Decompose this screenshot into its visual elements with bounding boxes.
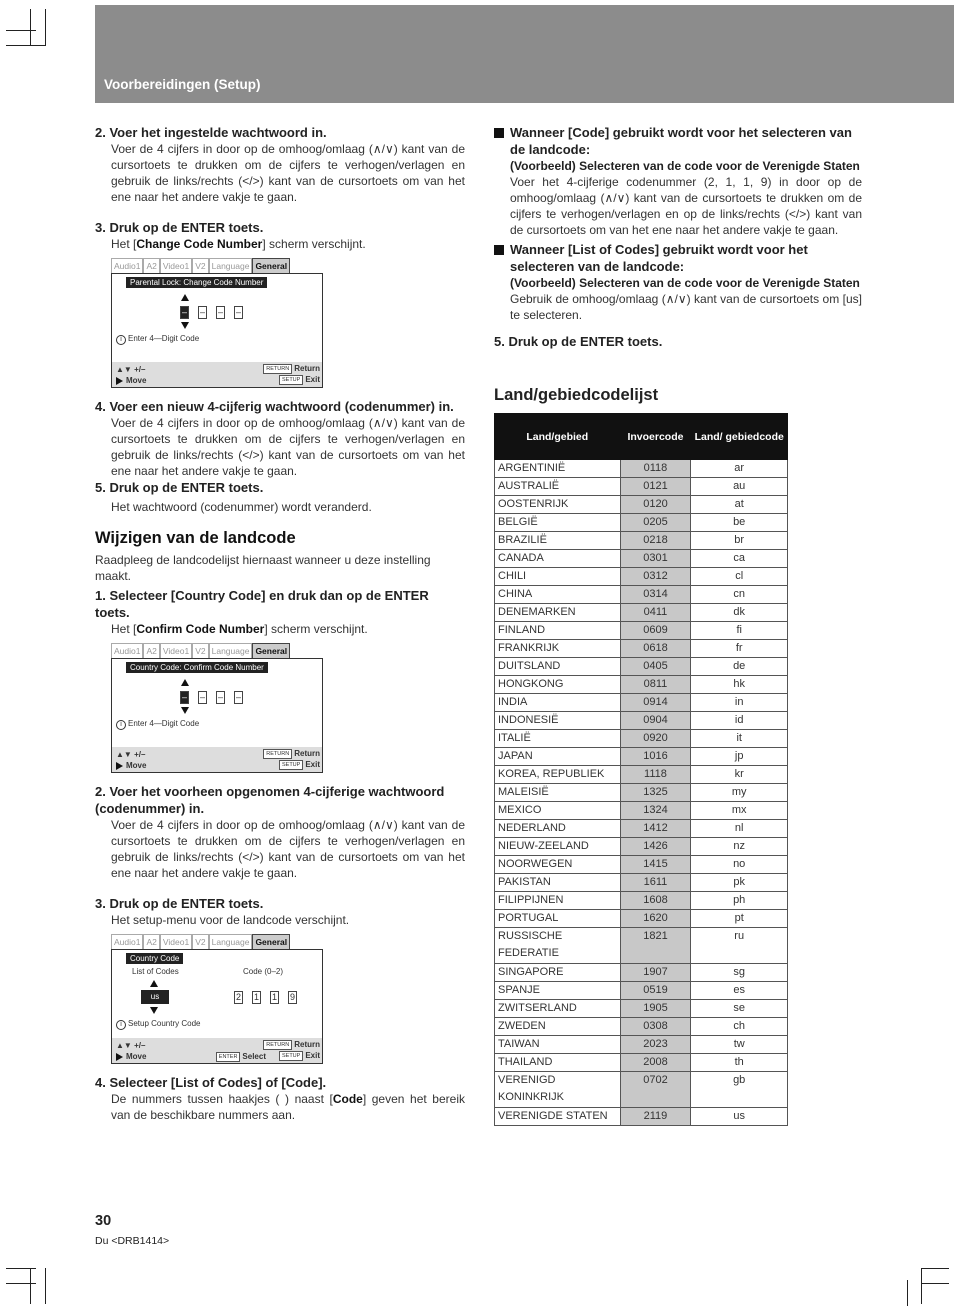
cell-country: INDIA [495,694,621,712]
cell-input-code: 0218 [620,532,691,550]
cell-country-code: ru [691,928,788,964]
cell-input-code: 0920 [620,730,691,748]
digit-box: – [235,307,241,317]
cell-input-code: 0618 [620,640,691,658]
code-digits [180,292,260,332]
table-body [495,460,788,1126]
tab-v2: V2 [192,643,208,658]
cell-input-code: 0702 [620,1071,691,1107]
osd-frame [111,658,323,773]
cell-input-code: 1325 [620,784,691,802]
crop-mark [921,1268,949,1269]
step-body: De nummers tussen haakjes ( ) naast [Code] geven het bereik van de beschikbare nummers aan. [111,1092,465,1122]
table-row [495,1071,788,1107]
tab-video1: Video1 [160,258,192,273]
cell-country-code: hk [691,676,788,694]
table-row [495,514,788,532]
digit-box: – [235,692,241,702]
up-arrow-icon [150,980,158,987]
tab-v2: V2 [192,934,208,949]
table-row [495,802,788,820]
intro-text: Raadpleeg de landcodelijst hiernaast wanneer u deze instelling maakt. [95,553,431,583]
down-arrow-icon [150,1007,158,1014]
step-heading: 4. Voer een nieuw 4-cijferig wachtwoord (codenummer) in. [95,399,454,414]
table-row [495,910,788,928]
code-digits [180,677,260,717]
cell-input-code: 2023 [620,1035,691,1053]
cell-country-code: ph [691,892,788,910]
osd-frame [111,949,323,1064]
cell-country: FILIPPIJNEN [495,892,621,910]
cell-input-code: 0120 [620,496,691,514]
cell-input-code: 2119 [620,1107,691,1125]
cell-input-code: 0118 [620,460,691,478]
cell-input-code: 0519 [620,981,691,999]
cell-input-code: 1620 [620,910,691,928]
table-row [495,981,788,999]
cell-input-code: 1324 [620,802,691,820]
list-of-codes-label: List of Codes [132,967,179,976]
cell-country-code: nz [691,838,788,856]
cell-country: DUITSLAND [495,658,621,676]
tab-a2: A2 [143,643,159,658]
list-of-codes-value: us [141,990,169,1004]
cell-country: CANADA [495,550,621,568]
tab-v2: V2 [192,258,208,273]
cell-country: RUSSISCHE FEDERATIE [495,928,621,964]
cell-country-code: pt [691,910,788,928]
table-row [495,478,788,496]
step-body: Het wachtwoord (codenummer) wordt veranderd. [111,500,372,514]
step-body: Voer de 4 cijfers in door op de omhoog/omlaag (∧/∨) kant van de cursortoets te drukken om de cijfers te verhogen/verlagen en gebruik de links/rechts (</>) kant van de cursortoets om van het ene naar het andere vakje te gaan. [111,416,465,478]
table-row [495,963,788,981]
right-column [494,124,862,1126]
cell-country: FINLAND [495,622,621,640]
cell-country: SPANJE [495,981,621,999]
down-arrow-icon [181,707,189,714]
cell-country-code: jp [691,748,788,766]
step-heading: 4. Selecteer [List of Codes] of [Code]. [95,1075,327,1090]
osd-title: Parental Lock: Change Code Number [126,277,267,288]
step-heading: 3. Druk op de ENTER toets. [95,896,264,911]
digit-box: – [217,307,223,317]
cell-country-code: my [691,784,788,802]
column-header-input-code: Invoercode [620,414,691,460]
cell-input-code: 0121 [620,478,691,496]
section-heading: Land/gebiedcodelijst [494,386,659,404]
down-arrow-icon [181,322,189,329]
table-row [495,874,788,892]
cell-country: NEDERLAND [495,820,621,838]
country-code-table [494,413,788,1126]
cell-input-code: 0205 [620,514,691,532]
table-row [495,766,788,784]
table-row [495,748,788,766]
crop-mark [30,9,31,45]
cell-input-code: 1412 [620,820,691,838]
up-down-arrows-icon: ▲▼ [116,365,132,375]
osd-title: Country Code: Confirm Code Number [126,662,268,673]
step-body: Voer de 4 cijfers in door op de omhoog/omlaag (∧/∨) kant van de cursortoets te drukken om de cijfers te verhogen/verlagen en gebruik de links/rechts (</>) kant van de cursortoets om van het ene naar het andere vakje te gaan. [111,818,465,880]
table-row [495,496,788,514]
cell-country-code: at [691,496,788,514]
tab-video1: Video1 [160,643,192,658]
cell-country-code: in [691,694,788,712]
cell-input-code: 0301 [620,550,691,568]
table-row [495,676,788,694]
osd-tabs [111,934,323,949]
column-header-country-code: Land/ gebiedcode [691,414,788,460]
cell-input-code: 0314 [620,586,691,604]
crop-mark [30,1268,31,1304]
table-row [495,838,788,856]
footer-hints: ▲▼ +/– Move [116,365,147,386]
table-row [495,550,788,568]
cell-country: BRAZILIË [495,532,621,550]
table-row [495,1035,788,1053]
cell-country-code: be [691,514,788,532]
cell-input-code: 2008 [620,1053,691,1071]
cell-country: ZWEDEN [495,1017,621,1035]
step-body: Voer de 4 cijfers in door op de omhoog/omlaag (∧/∨) kant van de cursortoets te drukken om de cijfers te verhogen/verlagen en gebruik de links/rechts (</>) kant van de cursortoets om van het ene naar het andere vakje te gaan. [111,142,465,204]
cell-country-code: it [691,730,788,748]
digit-box: 1 [253,992,259,1002]
cell-country: JAPAN [495,748,621,766]
column-header-country: Land/gebied [495,414,621,460]
cell-input-code: 0904 [620,712,691,730]
cell-country: CHINA [495,586,621,604]
return-key: RETURN [263,1040,292,1050]
right-arrow-icon [116,1053,123,1061]
digit-box: – [199,692,205,702]
cell-input-code: 1415 [620,856,691,874]
cell-country: MEXICO [495,802,621,820]
osd-info: i Setup Country Code [116,1019,201,1030]
info-icon: i [116,720,126,730]
cell-country: HONGKONG [495,676,621,694]
cell-country: SINGAPORE [495,963,621,981]
cell-country-code: fr [691,640,788,658]
up-arrow-icon [181,294,189,301]
cell-country: AUSTRALIË [495,478,621,496]
cell-country-code: es [691,981,788,999]
table-header-row [495,414,788,460]
digit-box: – [217,692,223,702]
cell-input-code: 0609 [620,622,691,640]
tab-audio1: Audio1 [111,258,143,273]
table-row [495,784,788,802]
digit-box: – [181,307,187,317]
table-row [495,820,788,838]
osd-footer [112,747,322,772]
cell-country-code: id [691,712,788,730]
osd-frame [111,273,323,388]
cell-country-code: th [691,1053,788,1071]
table-row [495,532,788,550]
digit-box: 2 [235,992,241,1002]
step-body: Het [Change Code Number] scherm verschijnt. [111,237,366,251]
cell-country-code: no [691,856,788,874]
cell-input-code: 1608 [620,892,691,910]
info-icon: i [116,1020,126,1030]
digit-box: 1 [271,992,277,1002]
step-heading: 2. Voer het voorheen opgenomen 4-cijferige wachtwoord (codenummer) in. [95,784,445,816]
osd-info: i Enter 4—Digit Code [116,334,199,345]
table-row [495,999,788,1017]
osd-info: i Enter 4—Digit Code [116,719,199,730]
osd-title: Country Code [126,953,183,964]
crop-mark [6,45,46,46]
cell-country-code: de [691,658,788,676]
cell-country-code: ca [691,550,788,568]
return-key: RETURN [263,749,292,759]
cell-country-code: ar [691,460,788,478]
cell-country: FRANKRIJK [495,640,621,658]
cell-country: KOREA, REPUBLIEK [495,766,621,784]
osd-screen-change-code [111,258,323,388]
cell-input-code: 0405 [620,658,691,676]
code-label: Code (0–2) [243,967,284,976]
osd-footer [112,1038,322,1063]
table-row [495,460,788,478]
table-row [495,694,788,712]
crop-mark [6,1283,36,1284]
left-column [95,124,465,1123]
table-row [495,604,788,622]
table-row [495,1107,788,1125]
step-heading: 5. Druk op de ENTER toets. [95,480,264,495]
cell-country: PAKISTAN [495,874,621,892]
table-row [495,712,788,730]
cell-country-code: cl [691,568,788,586]
cell-country-code: us [691,1107,788,1125]
footer-keys: RETURN Return SETUP Exit [263,748,320,770]
tab-general: General [252,934,290,949]
return-key: RETURN [263,364,292,374]
cell-country-code: gb [691,1071,788,1107]
cell-input-code: 0811 [620,676,691,694]
step-body: Gebruik de omhoog/omlaag (∧/∨) kant van de cursortoets om [us] te selecteren. [510,292,862,322]
setup-key: SETUP [279,1051,303,1061]
tab-a2: A2 [143,934,159,949]
cell-input-code: 1426 [620,838,691,856]
page-header [95,5,954,103]
table-row [495,1017,788,1035]
footer-keys: RETURN Return SETUP Exit [263,363,320,385]
tab-language: Language [209,258,253,273]
step-body: Het setup-menu voor de landcode verschijnt. [111,913,350,927]
tab-audio1: Audio1 [111,934,143,949]
cell-country: ARGENTINIË [495,460,621,478]
crop-mark [921,1283,949,1284]
right-arrow-icon [116,377,123,385]
cell-country: ZWITSERLAND [495,999,621,1017]
cell-country-code: nl [691,820,788,838]
table-row [495,892,788,910]
crop-mark [921,1268,922,1304]
osd-screen-country-code [111,934,323,1064]
cell-input-code: 1905 [620,999,691,1017]
step-heading: 5. Druk op de ENTER toets. [494,334,663,349]
cell-country-code: ch [691,1017,788,1035]
table-row [495,586,788,604]
crop-mark [6,1268,36,1269]
cell-country: THAILAND [495,1053,621,1071]
cell-country: CHILI [495,568,621,586]
step-heading: 3. Druk op de ENTER toets. [95,220,264,235]
up-arrow-icon [181,679,189,686]
cell-country-code: pk [691,874,788,892]
table-row [495,568,788,586]
cell-input-code: 0914 [620,694,691,712]
cell-country: VERENIGD KONINKRIJK [495,1071,621,1107]
cell-country: TAIWAN [495,1035,621,1053]
tab-audio1: Audio1 [111,643,143,658]
step-body: Het [Confirm Code Number] scherm verschijnt. [111,622,368,636]
cell-input-code: 0312 [620,568,691,586]
tab-general: General [252,258,290,273]
cell-input-code: 1016 [620,748,691,766]
table-row [495,730,788,748]
cell-country: PORTUGAL [495,910,621,928]
step-heading: 2. Voer het ingestelde wachtwoord in. [95,125,327,140]
table-row [495,622,788,640]
footer-select: ENTER Select [216,1051,266,1062]
cell-input-code: 0308 [620,1017,691,1035]
bullet-heading: Wanneer [Code] gebruikt wordt voor het selecteren van de landcode: [494,124,862,158]
footer-hints: ▲▼ +/– Move [116,1041,147,1062]
example-heading: (Voorbeeld) Selecteren van de code voor de Verenigde Staten [510,159,860,173]
bullet-heading: Wanneer [List of Codes] gebruikt wordt voor het selecteren van de landcode: [494,241,862,275]
cell-country-code: se [691,999,788,1017]
document-code: Du <DRB1414> [95,1235,170,1247]
section-title: Voorbereidingen (Setup) [104,77,261,92]
footer-keys: RETURN Return SETUP Exit [263,1039,320,1061]
cell-country: VERENIGDE STATEN [495,1107,621,1125]
cell-country-code: fi [691,622,788,640]
osd-screen-confirm-code [111,643,323,773]
cell-country: MALEISIË [495,784,621,802]
crop-mark [907,1280,908,1306]
up-down-arrows-icon: ▲▼ [116,1041,132,1051]
tab-language: Language [209,643,253,658]
digit-box: 9 [289,992,295,1002]
cell-input-code: 1907 [620,963,691,981]
cell-input-code: 1118 [620,766,691,784]
step-body: Voer het 4-cijferige codenummer (2, 1, 1, 9) in door op de omhoog/omlaag (∧/∨) kant van de cursortoets te drukken om de cijfers te verhogen/verlagen en op de links/rechts (</>) kant van de cursortoets om van het ene naar het andere vakje te gaan. [510,175,862,237]
cell-country: NIEUW-ZEELAND [495,838,621,856]
enter-key: ENTER [216,1052,241,1062]
cell-country: BELGIË [495,514,621,532]
tab-a2: A2 [143,258,159,273]
section-heading: Wijzigen van de landcode [95,529,296,547]
cell-country: NOORWEGEN [495,856,621,874]
page-number: 30 [95,1213,112,1229]
tab-video1: Video1 [160,934,192,949]
up-down-arrows-icon: ▲▼ [116,750,132,760]
osd-footer [112,362,322,387]
cell-input-code: 1611 [620,874,691,892]
digit-box: – [181,692,187,702]
tab-language: Language [209,934,253,949]
setup-key: SETUP [279,375,303,385]
cell-country: ITALIË [495,730,621,748]
cell-country-code: dk [691,604,788,622]
cell-country-code: kr [691,766,788,784]
cell-country-code: cn [691,586,788,604]
crop-mark [45,9,46,45]
setup-key: SETUP [279,760,303,770]
cell-country-code: mx [691,802,788,820]
table-row [495,856,788,874]
osd-tabs [111,258,323,273]
table-row [495,928,788,964]
cell-country: DENEMARKEN [495,604,621,622]
cell-country: OOSTENRIJK [495,496,621,514]
crop-mark [6,30,36,31]
tab-general: General [252,643,290,658]
step-heading: 1. Selecteer [Country Code] en druk dan op de ENTER toets. [95,588,429,620]
right-arrow-icon [116,762,123,770]
cell-input-code: 1821 [620,928,691,964]
table-row [495,1053,788,1071]
info-icon: i [116,335,126,345]
cell-country-code: sg [691,963,788,981]
table-row [495,658,788,676]
cell-input-code: 0411 [620,604,691,622]
digit-box: – [199,307,205,317]
cell-country: INDONESIË [495,712,621,730]
cell-country-code: br [691,532,788,550]
osd-tabs [111,643,323,658]
cell-country-code: au [691,478,788,496]
cell-country-code: tw [691,1035,788,1053]
table-row [495,640,788,658]
crop-mark [45,1268,46,1304]
footer-hints: ▲▼ +/– Move [116,750,147,771]
example-heading: (Voorbeeld) Selecteren van de code voor de Verenigde Staten [510,276,860,290]
